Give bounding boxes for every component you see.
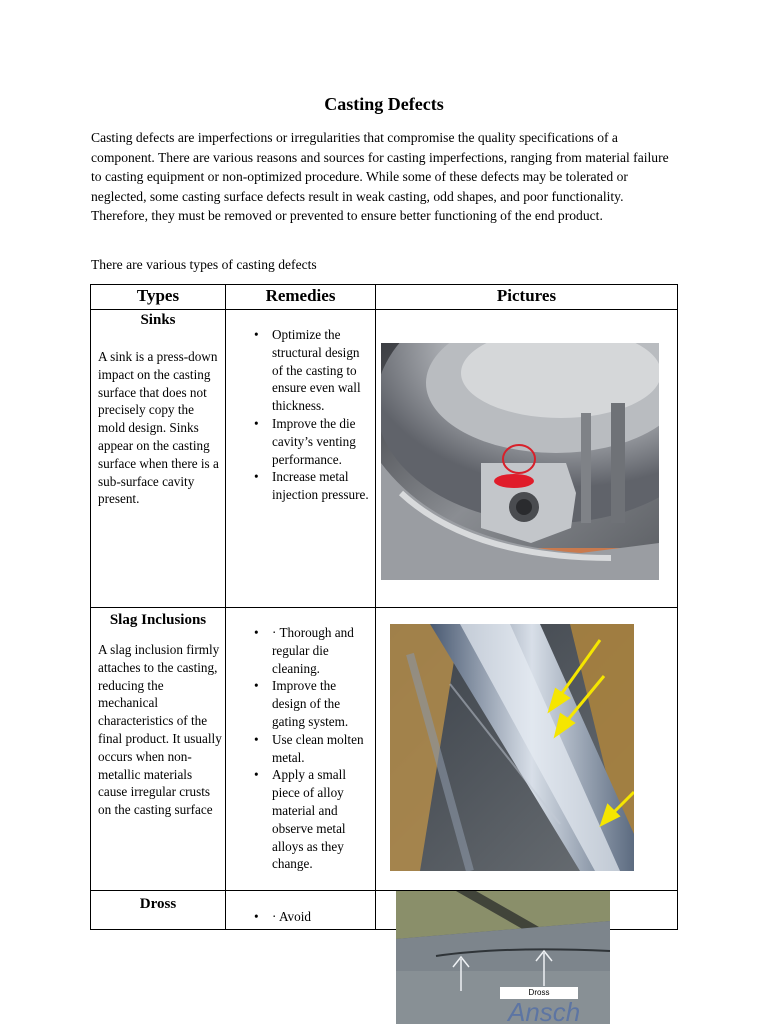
slag-remedies [249, 624, 373, 873]
list-item: • Optimize the structural design of the casting to ensure even wall thickness. [249, 326, 373, 415]
dross-photo [396, 891, 610, 1024]
type-slag-inclusions: Slag Inclusions [109, 612, 207, 628]
header-remedies: Remedies [265, 286, 336, 305]
list-item: • Increase metal injection pressure. [249, 468, 373, 504]
slag-photo [390, 624, 634, 871]
list-item: • · Avoid [249, 908, 373, 926]
sinks-description: A sink is a press-down impact on the casting surface that does not precisely copy the mold design. Sinks appear on the casting surface when there is a sub-surface cavity present. [98, 349, 219, 507]
header-types: Types [136, 286, 180, 305]
dross-remedies [249, 908, 373, 926]
list-item: • Improve the die cavity’s venting performance. [249, 415, 373, 468]
document-title: Casting Defects [324, 94, 444, 114]
list-item: • Apply a small piece of alloy material and observe metal alloys as they change. [249, 766, 373, 873]
list-item: • · Thorough and regular die cleaning. [249, 624, 373, 677]
lead-sentence: There are various types of casting defects [91, 257, 317, 272]
dross-photo-label: Dross [528, 988, 550, 997]
list-item: • Use clean molten metal. [249, 731, 373, 767]
list-item: • Improve the design of the gating system. [249, 677, 373, 730]
sinks-remedies [249, 326, 373, 504]
sinks-photo [381, 343, 659, 580]
type-dross: Dross [139, 896, 177, 912]
header-pictures: Pictures [496, 286, 557, 305]
intro-paragraph: Casting defects are imperfections or irregularities that compromise the quality specifications of a component. There are various reasons and sources for casting imperfections, ranging from material failure to casting equipment or non-optimized procedure. While some of these defects may be tolerated or neglected, some casting surface defects result in weak casting, odd shapes, and poor functionality. Therefore, they must be removed or prevented to ensure better functioning of the end product. [91, 130, 669, 223]
type-sinks: Sinks [140, 312, 176, 328]
photo-watermark: Ansch [508, 997, 581, 1024]
slag-description: A slag inclusion firmly attaches to the casting, reducing the mechanical characteristics of the final product. It usually occurs when non-metallic materials cause irregular crusts on the casting surface [98, 642, 222, 818]
